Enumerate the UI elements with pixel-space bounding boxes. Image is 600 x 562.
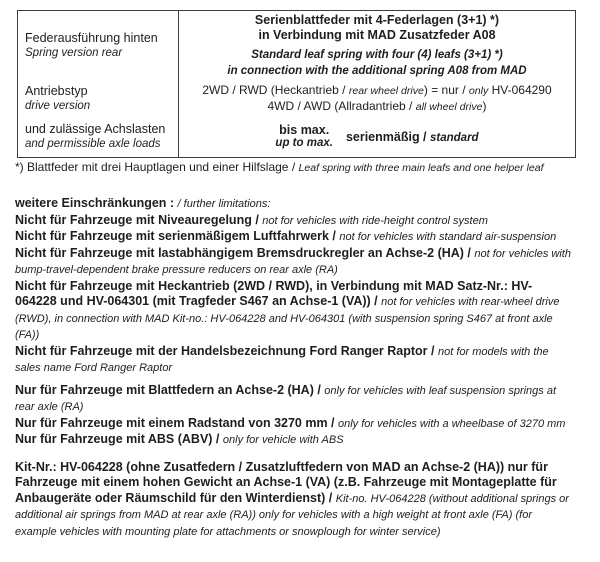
spec-value-line: 4WD / AWD (Allradantrieb / all wheel drive) (267, 99, 487, 113)
footnote: *) Blattfeder mit drei Hauptlagen und einer Hilfslage / Leaf spring with three main leafs and one helper leaf (15, 160, 544, 174)
row-label-cell (18, 11, 178, 81)
row-label-de: Antriebstyp (25, 84, 88, 98)
spec-value-line: 2WD / RWD (Heckantrieb / rear wheel drive) = nur / only HV-064290 (202, 83, 552, 97)
row-value-cell (178, 81, 575, 117)
spec-table (17, 10, 576, 158)
max-label-stack (275, 124, 333, 151)
spec-row-axle-loads (18, 117, 575, 157)
row-value-cell (178, 117, 575, 157)
row-label-cell (18, 81, 178, 117)
spec-value-line: in Verbindung mit MAD Zusatzfeder A08 (258, 28, 496, 42)
row-label-en: and permissible axle loads (25, 138, 161, 150)
limitations-heading: weitere Einschränkungen : / further limitations: (15, 196, 271, 210)
limitation-item: Nur für Fahrzeuge mit ABS (ABV) / only for vehicle with ABS (15, 432, 344, 446)
bis-max-label: bis max. (279, 122, 330, 137)
spec-row-drive-type (18, 81, 575, 117)
limitation-item: Nicht für Fahrzeuge mit Heckantrieb (2WD / RWD), in Verbindung mit MAD Satz-Nr.: HV-064228 und HV-064301 (mit Tragfeder S467 an Achse-1 (VA)) / not for vehicles with rear-wheel drive (RWD), in connection with MAD Kit-no.: HV-064228 and HV-064301 (with suspension spring S467 at front axle (FA)) (15, 278, 560, 341)
row-label-cell (18, 117, 178, 157)
up-to-max-label: up to max. (275, 137, 333, 149)
row-label-de: Federausführung hinten (25, 31, 158, 45)
serienmaessig-label: serienmäßig / standard (345, 129, 479, 144)
limitation-item: Nicht für Fahrzeuge mit serienmäßigem Luftfahrwerk / not for vehicles with standard air-suspension (15, 229, 557, 243)
spec-value-line: in connection with the additional spring A08 from MAD (227, 65, 527, 77)
row-label-en: drive version (25, 100, 91, 112)
limitation-item: Nicht für Fahrzeuge mit lastabhängigem Bremsdruckregler an Achse-2 (HA) / not for vehicles with bump-travel-dependent brake pressure reducers on rear axle (RA) (15, 245, 571, 276)
limitation-item: Nicht für Fahrzeuge mit Niveauregelung / not for vehicles with ride-height control system (15, 212, 488, 227)
limitation-item: Nur für Fahrzeuge mit Blattfedern an Achse-2 (HA) / only for vehicles with leaf suspension springs at rear axle (RA) (15, 382, 557, 413)
spec-value-line: Serienblattfeder mit 4-Federlagen (3+1) *) (254, 13, 500, 27)
spec-value-line: Standard leaf spring with four (4) leafs (3+1) *) (251, 49, 503, 61)
limitation-item: Kit-Nr.: HV-064228 (ohne Zusatfedern / Zusatzluftfedern von MAD an Achse-2 (HA)) nur für Fahrzeuge mit einem hohen Gewicht an Achse-1 (VA) (z.B. Fahrzeuge mit Montageplatte für Anbaugeräte oder Räumschild für den Winterdienst) / Kit-no. HV-064228 (without additional springs or additional air springs from MAD at rear axle (RA)) only for vehicles with a high weight at front axle (FA) (for example vehicles with mounting plate for attachments or snowplough for winter service) (15, 459, 569, 538)
row-label-en: Spring version rear (25, 47, 123, 59)
axle-load-values (185, 124, 569, 151)
spec-row-spring-version (18, 11, 575, 81)
row-label-de: und zulässige Achslasten (25, 122, 166, 136)
limitation-item: Nur für Fahrzeuge mit einem Radstand von 3270 mm / only for vehicles with a wheelbase of 3270 mm (15, 415, 566, 430)
limitations-section (15, 196, 572, 540)
limitation-item: Nicht für Fahrzeuge mit der Handelsbezeichnung Ford Ranger Raptor / not for models with the sales name Ford Ranger Raptor (15, 343, 549, 374)
row-value-cell (178, 11, 575, 81)
